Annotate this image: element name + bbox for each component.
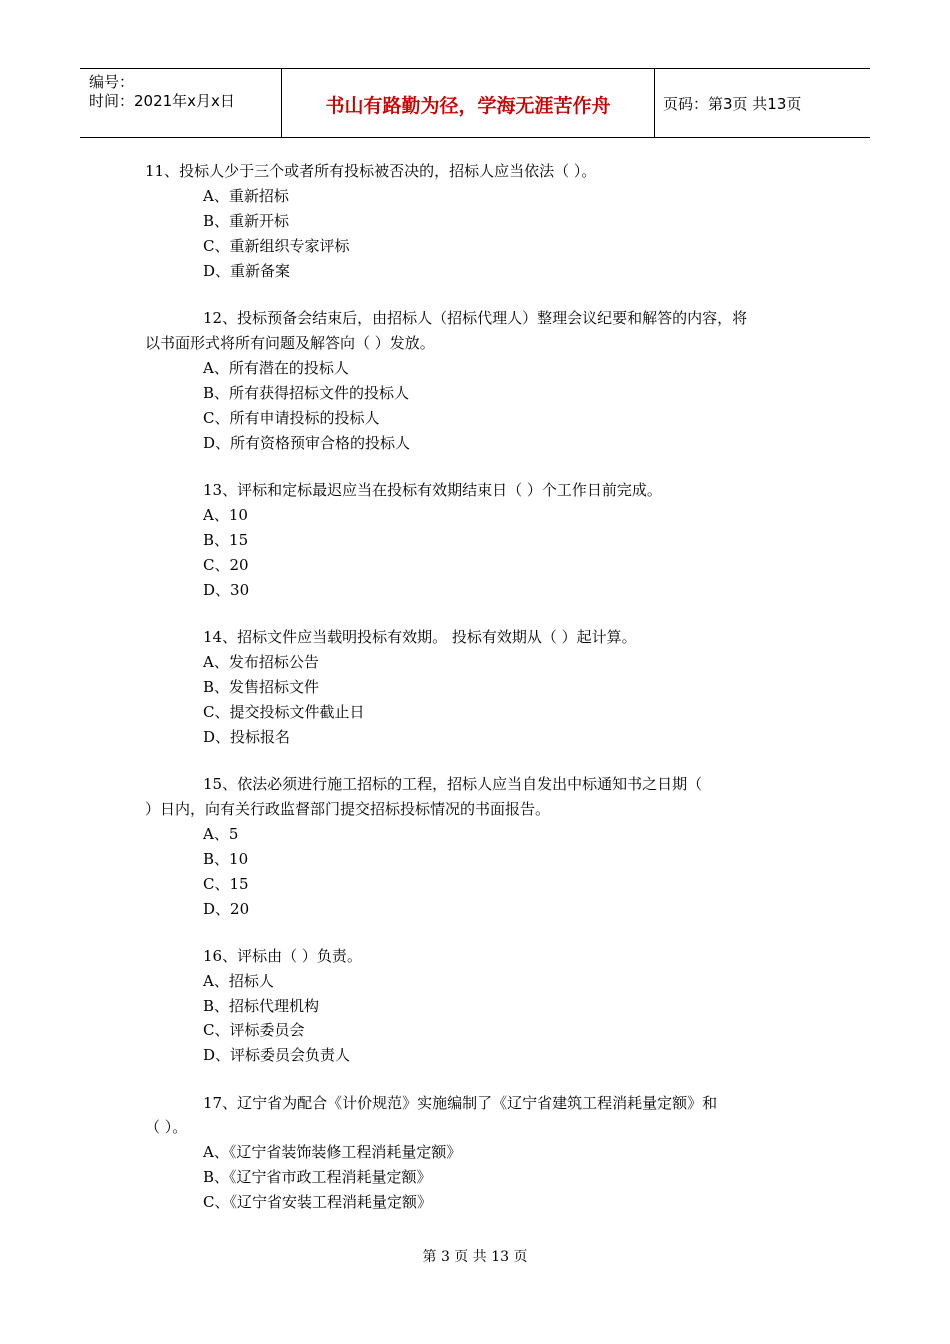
option-c: C、所有申请投标的投标人 [203,409,380,427]
question-13-text: 13、评标和定标最迟应当在投标有效期结束日（ ）个工作日前完成。 [203,481,662,499]
page-footer: 第 3 页 共 13 页 [422,1249,528,1265]
option-b: B、发售招标文件 [203,678,320,696]
option-c: C、评标委员会 [203,1021,305,1039]
number-label: 编号： [89,73,135,91]
header-left-cell [80,69,280,137]
option-a: A、所有潜在的投标人 [203,359,349,377]
header-right-cell [654,69,870,137]
question-15-text-cont: ）日内，向有关行政监督部门提交招标投标情况的书面报告。 [145,800,551,818]
option-b: B、10 [203,850,249,868]
question-11-text: 11、投标人少于三个或者所有投标被否决的，招标人应当依法（ ）。 [145,162,597,180]
option-a: A、招标人 [203,972,274,990]
option-a: A、10 [203,506,248,524]
option-a: A、5 [203,825,239,843]
option-a: A、发布招标公告 [203,653,319,671]
option-b: B、招标代理机构 [203,997,320,1015]
option-d: D、所有资格预审合格的投标人 [203,434,411,452]
option-b: B、15 [203,531,249,549]
option-b: B、《辽宁省市政工程消耗量定额》 [203,1168,432,1186]
time-label: 时间：2021年x月x日 [89,92,235,110]
option-a: A、《辽宁省装饰装修工程消耗量定额》 [203,1143,462,1161]
option-b: B、所有获得招标文件的投标人 [203,384,410,402]
header-middle-cell [281,69,655,137]
page-info: 页码：第3页 共13页 [663,95,802,113]
option-c: C、20 [203,556,249,574]
question-17-text-cont: （ ）。 [145,1118,188,1136]
question-12-text-cont: 以书面形式将所有问题及解答向（ ）发放。 [145,334,435,352]
option-d: D、投标报名 [203,728,291,746]
option-d: D、30 [203,581,250,599]
question-14-text: 14、招标文件应当载明投标有效期。 投标有效期从（ ）起计算。 [203,628,637,646]
option-a: A、重新招标 [203,187,289,205]
option-b: B、重新开标 [203,212,290,230]
question-15-text: 15、依法必须进行施工招标的工程，招标人应当自发出中标通知书之日期（ [203,775,703,793]
option-c: C、《辽宁省安装工程消耗量定额》 [203,1193,432,1211]
option-c: C、15 [203,875,249,893]
option-d: D、20 [203,900,250,918]
question-17-text: 17、辽宁省为配合《计价规范》实施编制了《辽宁省建筑工程消耗量定额》和 [203,1094,718,1112]
option-c: C、提交投标文件截止日 [203,703,365,721]
page-header [80,68,870,138]
option-d: D、评标委员会负责人 [203,1046,351,1064]
question-12-text: 12、投标预备会结束后，由招标人（招标代理人）整理会议纪要和解答的内容，将 [203,309,748,327]
question-16-text: 16、评标由（ ）负责。 [203,947,362,965]
option-c: C、重新组织专家评标 [203,237,350,255]
motto: 书山有路勤为径，学海无涯苦作舟 [325,95,611,117]
option-d: D、重新备案 [203,262,291,280]
